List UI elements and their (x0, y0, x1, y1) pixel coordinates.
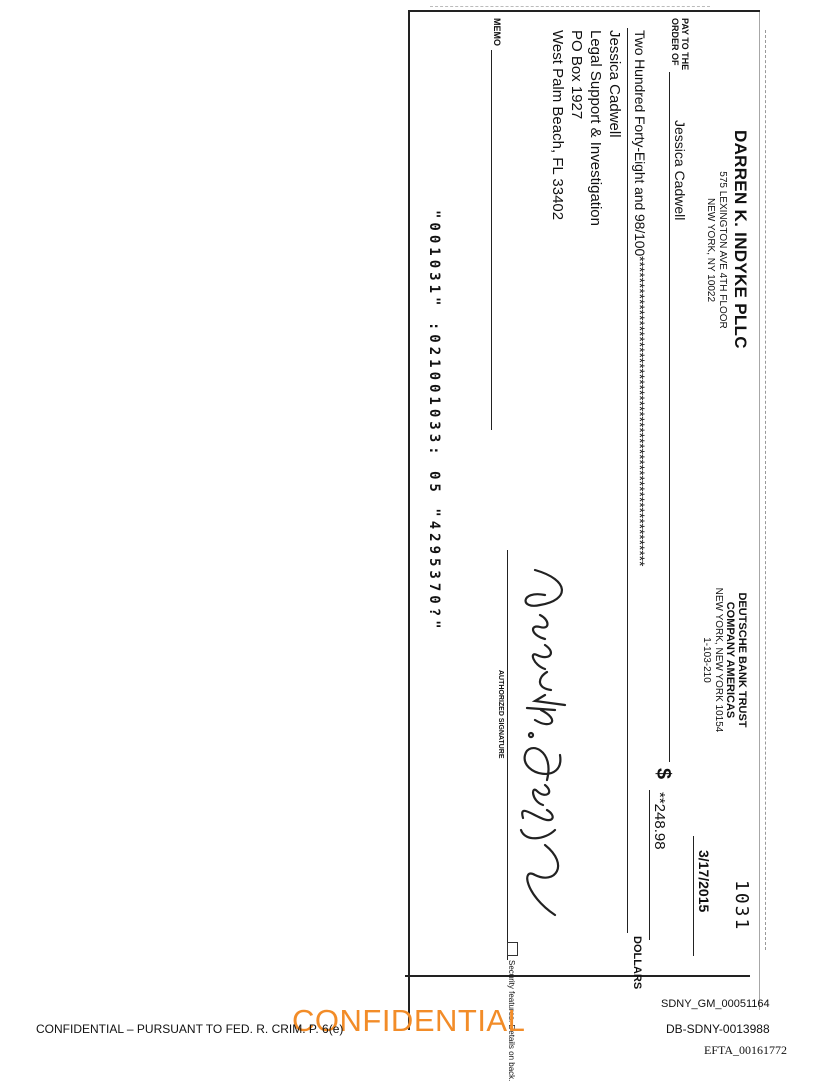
confidential-notice: CONFIDENTIAL – PURSUANT TO FED. R. CRIM. P. 6(e) (36, 1022, 344, 1036)
padlock-icon (507, 942, 518, 956)
amount-line (649, 790, 650, 940)
payee-address-line-3: PO Box 1927 (568, 30, 585, 120)
amount-words-line (627, 28, 628, 933)
perforation-top (765, 30, 766, 950)
payee-address-line-4: West Palm Beach, FL 33402 (549, 30, 566, 221)
check-top-border (759, 10, 760, 1010)
bank-address-line-1: NEW YORK, NEW YORK 10154 (713, 587, 724, 733)
efta-number: EFTA_00161772 (704, 1043, 788, 1057)
bank-name-line-1: DEUTSCHE BANK TRUST (736, 592, 748, 728)
bank-name (724, 555, 748, 765)
payee-address-line-1: Jessica Cadwell (606, 30, 623, 138)
security-note: Security features. Details on back. (507, 960, 516, 1081)
amount-figure: **248.98 (651, 792, 668, 850)
check-date: 3/17/2015 (696, 850, 712, 913)
check-right-border (405, 975, 750, 977)
check-left-border (410, 10, 760, 12)
confidential-stamp: CONFIDENTIAL (292, 1003, 526, 1038)
firm-address-line-2: NEW YORK, NY 10022 (705, 197, 716, 303)
signature-image (515, 560, 575, 960)
bates-number-bottom: DB-SDNY-0013988 (666, 1022, 770, 1036)
date-line (693, 836, 694, 956)
payee-name: Jessica Cadwell (672, 120, 688, 221)
check-bottom-border (408, 10, 410, 1030)
pay-to-label-line-1: PAY TO THE (680, 18, 690, 71)
amount-in-words: Two Hundred Forty-Eight and 98/100********************************************************** (632, 30, 648, 567)
memo-line (491, 50, 492, 430)
firm-address (704, 145, 728, 355)
bates-number-top: SDNY_GM_00051164 (661, 998, 770, 1010)
payee-address (548, 30, 624, 226)
dollars-label: DOLLARS (631, 936, 643, 990)
memo-label: MEMO (492, 18, 502, 46)
authorized-signature-label: AUTHORIZED SIGNATURE (497, 670, 504, 759)
payee-address-line-2: Legal Support & Investigation (587, 30, 604, 226)
micr-line: "001031" :021001033: 05 "4295370?" (426, 210, 442, 633)
bank-address (700, 555, 724, 765)
bank-address-line-2: 1-103-210 (701, 637, 712, 683)
firm-address-line-1: 575 LEXINGTON AVE 4TH FLOOR (717, 171, 728, 329)
pay-to-label (670, 18, 690, 70)
payee-line (669, 72, 670, 762)
signature-line (507, 550, 508, 960)
bank-name-line-2: COMPANY AMERICAS (724, 601, 736, 719)
dollar-sign: $ (652, 768, 674, 780)
pay-to-label-line-2: ORDER OF (670, 18, 680, 66)
firm-name: DARREN K. INDYKE PLLC (731, 130, 750, 349)
perforation-left (430, 6, 710, 7)
check-number: 1031 (731, 880, 752, 932)
